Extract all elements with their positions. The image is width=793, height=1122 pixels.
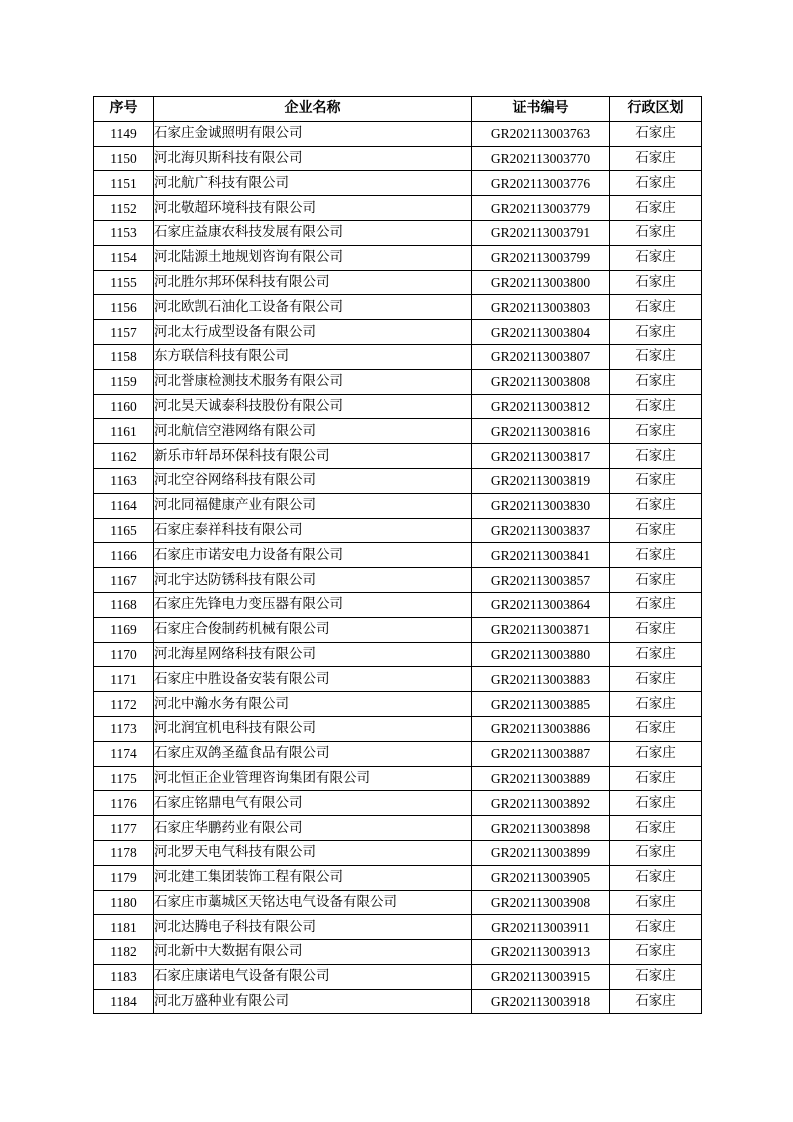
table-row bbox=[94, 369, 702, 394]
header-name: 企业名称 bbox=[154, 97, 472, 122]
row-company-name: 河北昊天诚泰科技股份有限公司 bbox=[154, 394, 472, 419]
table-row bbox=[94, 642, 702, 667]
table-row bbox=[94, 543, 702, 568]
table-row bbox=[94, 320, 702, 345]
row-company-name: 石家庄益康农科技发展有限公司 bbox=[154, 220, 472, 245]
row-district: 石家庄 bbox=[610, 270, 702, 295]
table-header-row bbox=[94, 97, 702, 122]
table-row bbox=[94, 568, 702, 593]
row-company-name: 河北润宜机电科技有限公司 bbox=[154, 716, 472, 741]
table-row bbox=[94, 741, 702, 766]
table-row bbox=[94, 344, 702, 369]
row-certificate-number: GR202113003841 bbox=[472, 543, 610, 568]
row-company-name: 石家庄先锋电力变压器有限公司 bbox=[154, 592, 472, 617]
table-row bbox=[94, 989, 702, 1014]
row-company-name: 石家庄铭鼎电气有限公司 bbox=[154, 791, 472, 816]
row-company-name: 河北万盛种业有限公司 bbox=[154, 989, 472, 1014]
row-district: 石家庄 bbox=[610, 295, 702, 320]
row-seq: 1169 bbox=[94, 617, 154, 642]
row-company-name: 河北新中大数据有限公司 bbox=[154, 940, 472, 965]
table-row bbox=[94, 915, 702, 940]
table-row bbox=[94, 716, 702, 741]
row-seq: 1154 bbox=[94, 245, 154, 270]
table-row bbox=[94, 444, 702, 469]
row-district: 石家庄 bbox=[610, 989, 702, 1014]
row-certificate-number: GR202113003905 bbox=[472, 865, 610, 890]
row-district: 石家庄 bbox=[610, 692, 702, 717]
row-seq: 1150 bbox=[94, 146, 154, 171]
table-row bbox=[94, 692, 702, 717]
row-district: 石家庄 bbox=[610, 592, 702, 617]
row-seq: 1173 bbox=[94, 716, 154, 741]
row-district: 石家庄 bbox=[610, 915, 702, 940]
row-seq: 1165 bbox=[94, 518, 154, 543]
row-district: 石家庄 bbox=[610, 245, 702, 270]
row-district: 石家庄 bbox=[610, 196, 702, 221]
row-certificate-number: GR202113003898 bbox=[472, 816, 610, 841]
row-certificate-number: GR202113003918 bbox=[472, 989, 610, 1014]
row-certificate-number: GR202113003885 bbox=[472, 692, 610, 717]
row-district: 石家庄 bbox=[610, 667, 702, 692]
row-certificate-number: GR202113003908 bbox=[472, 890, 610, 915]
row-company-name: 河北达腾电子科技有限公司 bbox=[154, 915, 472, 940]
row-certificate-number: GR202113003800 bbox=[472, 270, 610, 295]
row-certificate-number: GR202113003864 bbox=[472, 592, 610, 617]
table-row bbox=[94, 592, 702, 617]
row-company-name: 河北航广科技有限公司 bbox=[154, 171, 472, 196]
row-certificate-number: GR202113003799 bbox=[472, 245, 610, 270]
row-company-name: 河北敬超环境科技有限公司 bbox=[154, 196, 472, 221]
table-row bbox=[94, 146, 702, 171]
row-district: 石家庄 bbox=[610, 617, 702, 642]
table-row bbox=[94, 816, 702, 841]
row-seq: 1163 bbox=[94, 468, 154, 493]
row-company-name: 河北海贝斯科技有限公司 bbox=[154, 146, 472, 171]
row-seq: 1171 bbox=[94, 667, 154, 692]
table-row bbox=[94, 865, 702, 890]
header-seq: 序号 bbox=[94, 97, 154, 122]
row-district: 石家庄 bbox=[610, 146, 702, 171]
row-seq: 1159 bbox=[94, 369, 154, 394]
row-company-name: 河北中瀚水务有限公司 bbox=[154, 692, 472, 717]
table-body bbox=[94, 121, 702, 1014]
row-company-name: 河北陆源土地规划咨询有限公司 bbox=[154, 245, 472, 270]
row-certificate-number: GR202113003915 bbox=[472, 964, 610, 989]
row-seq: 1160 bbox=[94, 394, 154, 419]
row-seq: 1157 bbox=[94, 320, 154, 345]
table-row bbox=[94, 964, 702, 989]
row-certificate-number: GR202113003807 bbox=[472, 344, 610, 369]
row-certificate-number: GR202113003911 bbox=[472, 915, 610, 940]
row-company-name: 河北建工集团装饰工程有限公司 bbox=[154, 865, 472, 890]
row-seq: 1170 bbox=[94, 642, 154, 667]
row-seq: 1177 bbox=[94, 816, 154, 841]
table-row bbox=[94, 171, 702, 196]
row-seq: 1155 bbox=[94, 270, 154, 295]
row-company-name: 河北海星网络科技有限公司 bbox=[154, 642, 472, 667]
row-seq: 1178 bbox=[94, 840, 154, 865]
table-row bbox=[94, 196, 702, 221]
table-row bbox=[94, 468, 702, 493]
table-row bbox=[94, 493, 702, 518]
table-row bbox=[94, 791, 702, 816]
row-company-name: 河北欧凯石油化工设备有限公司 bbox=[154, 295, 472, 320]
row-district: 石家庄 bbox=[610, 791, 702, 816]
row-seq: 1172 bbox=[94, 692, 154, 717]
row-district: 石家庄 bbox=[610, 766, 702, 791]
row-certificate-number: GR202113003830 bbox=[472, 493, 610, 518]
row-district: 石家庄 bbox=[610, 518, 702, 543]
table-row bbox=[94, 220, 702, 245]
row-district: 石家庄 bbox=[610, 940, 702, 965]
table-row bbox=[94, 419, 702, 444]
row-company-name: 新乐市轩昂环保科技有限公司 bbox=[154, 444, 472, 469]
row-certificate-number: GR202113003770 bbox=[472, 146, 610, 171]
table-row bbox=[94, 667, 702, 692]
row-district: 石家庄 bbox=[610, 964, 702, 989]
row-company-name: 河北空谷网络科技有限公司 bbox=[154, 468, 472, 493]
row-seq: 1161 bbox=[94, 419, 154, 444]
header-cert: 证书编号 bbox=[472, 97, 610, 122]
table-row bbox=[94, 394, 702, 419]
row-district: 石家庄 bbox=[610, 493, 702, 518]
row-seq: 1152 bbox=[94, 196, 154, 221]
table-row bbox=[94, 518, 702, 543]
row-certificate-number: GR202113003804 bbox=[472, 320, 610, 345]
row-district: 石家庄 bbox=[610, 568, 702, 593]
row-certificate-number: GR202113003889 bbox=[472, 766, 610, 791]
row-certificate-number: GR202113003837 bbox=[472, 518, 610, 543]
row-district: 石家庄 bbox=[610, 121, 702, 146]
row-company-name: 河北罗天电气科技有限公司 bbox=[154, 840, 472, 865]
table-row bbox=[94, 840, 702, 865]
row-seq: 1168 bbox=[94, 592, 154, 617]
header-district: 行政区划 bbox=[610, 97, 702, 122]
row-company-name: 河北同福健康产业有限公司 bbox=[154, 493, 472, 518]
row-district: 石家庄 bbox=[610, 320, 702, 345]
row-district: 石家庄 bbox=[610, 394, 702, 419]
row-certificate-number: GR202113003871 bbox=[472, 617, 610, 642]
row-district: 石家庄 bbox=[610, 865, 702, 890]
row-district: 石家庄 bbox=[610, 444, 702, 469]
row-company-name: 石家庄合俊制药机械有限公司 bbox=[154, 617, 472, 642]
row-seq: 1162 bbox=[94, 444, 154, 469]
row-certificate-number: GR202113003883 bbox=[472, 667, 610, 692]
row-company-name: 石家庄华鹏药业有限公司 bbox=[154, 816, 472, 841]
table-row bbox=[94, 295, 702, 320]
row-certificate-number: GR202113003812 bbox=[472, 394, 610, 419]
table-row bbox=[94, 617, 702, 642]
row-district: 石家庄 bbox=[610, 816, 702, 841]
enterprise-table bbox=[93, 96, 702, 1014]
row-district: 石家庄 bbox=[610, 220, 702, 245]
row-seq: 1151 bbox=[94, 171, 154, 196]
row-seq: 1176 bbox=[94, 791, 154, 816]
row-district: 石家庄 bbox=[610, 716, 702, 741]
row-district: 石家庄 bbox=[610, 419, 702, 444]
row-certificate-number: GR202113003887 bbox=[472, 741, 610, 766]
row-seq: 1182 bbox=[94, 940, 154, 965]
row-certificate-number: GR202113003819 bbox=[472, 468, 610, 493]
row-certificate-number: GR202113003857 bbox=[472, 568, 610, 593]
row-district: 石家庄 bbox=[610, 642, 702, 667]
row-company-name: 河北太行成型设备有限公司 bbox=[154, 320, 472, 345]
row-company-name: 河北誉康检测技术服务有限公司 bbox=[154, 369, 472, 394]
row-seq: 1181 bbox=[94, 915, 154, 940]
row-company-name: 河北胜尔邦环保科技有限公司 bbox=[154, 270, 472, 295]
row-certificate-number: GR202113003779 bbox=[472, 196, 610, 221]
row-district: 石家庄 bbox=[610, 344, 702, 369]
row-seq: 1180 bbox=[94, 890, 154, 915]
row-seq: 1179 bbox=[94, 865, 154, 890]
row-certificate-number: GR202113003817 bbox=[472, 444, 610, 469]
row-certificate-number: GR202113003791 bbox=[472, 220, 610, 245]
row-company-name: 河北航信空港网络有限公司 bbox=[154, 419, 472, 444]
row-certificate-number: GR202113003816 bbox=[472, 419, 610, 444]
row-company-name: 石家庄泰祥科技有限公司 bbox=[154, 518, 472, 543]
row-company-name: 石家庄中胜设备安装有限公司 bbox=[154, 667, 472, 692]
row-district: 石家庄 bbox=[610, 369, 702, 394]
row-company-name: 石家庄双鸽圣蕴食品有限公司 bbox=[154, 741, 472, 766]
table-row bbox=[94, 270, 702, 295]
row-company-name: 河北宇达防锈科技有限公司 bbox=[154, 568, 472, 593]
row-seq: 1158 bbox=[94, 344, 154, 369]
row-company-name: 石家庄康诺电气设备有限公司 bbox=[154, 964, 472, 989]
row-district: 石家庄 bbox=[610, 840, 702, 865]
row-certificate-number: GR202113003763 bbox=[472, 121, 610, 146]
row-company-name: 东方联信科技有限公司 bbox=[154, 344, 472, 369]
row-seq: 1164 bbox=[94, 493, 154, 518]
row-certificate-number: GR202113003808 bbox=[472, 369, 610, 394]
row-certificate-number: GR202113003880 bbox=[472, 642, 610, 667]
table-row bbox=[94, 940, 702, 965]
row-company-name: 石家庄市藁城区天铭达电气设备有限公司 bbox=[154, 890, 472, 915]
row-certificate-number: GR202113003892 bbox=[472, 791, 610, 816]
row-seq: 1174 bbox=[94, 741, 154, 766]
row-certificate-number: GR202113003899 bbox=[472, 840, 610, 865]
row-certificate-number: GR202113003886 bbox=[472, 716, 610, 741]
row-seq: 1167 bbox=[94, 568, 154, 593]
row-district: 石家庄 bbox=[610, 171, 702, 196]
row-company-name: 石家庄市诺安电力设备有限公司 bbox=[154, 543, 472, 568]
row-certificate-number: GR202113003803 bbox=[472, 295, 610, 320]
row-certificate-number: GR202113003913 bbox=[472, 940, 610, 965]
row-company-name: 河北恒正企业管理咨询集团有限公司 bbox=[154, 766, 472, 791]
table-row bbox=[94, 890, 702, 915]
row-district: 石家庄 bbox=[610, 468, 702, 493]
row-district: 石家庄 bbox=[610, 890, 702, 915]
row-seq: 1153 bbox=[94, 220, 154, 245]
table-row bbox=[94, 766, 702, 791]
row-seq: 1183 bbox=[94, 964, 154, 989]
row-seq: 1166 bbox=[94, 543, 154, 568]
table-row bbox=[94, 245, 702, 270]
row-seq: 1156 bbox=[94, 295, 154, 320]
row-seq: 1184 bbox=[94, 989, 154, 1014]
row-district: 石家庄 bbox=[610, 741, 702, 766]
row-seq: 1175 bbox=[94, 766, 154, 791]
row-seq: 1149 bbox=[94, 121, 154, 146]
table-row bbox=[94, 121, 702, 146]
row-certificate-number: GR202113003776 bbox=[472, 171, 610, 196]
row-district: 石家庄 bbox=[610, 543, 702, 568]
row-company-name: 石家庄金诚照明有限公司 bbox=[154, 121, 472, 146]
